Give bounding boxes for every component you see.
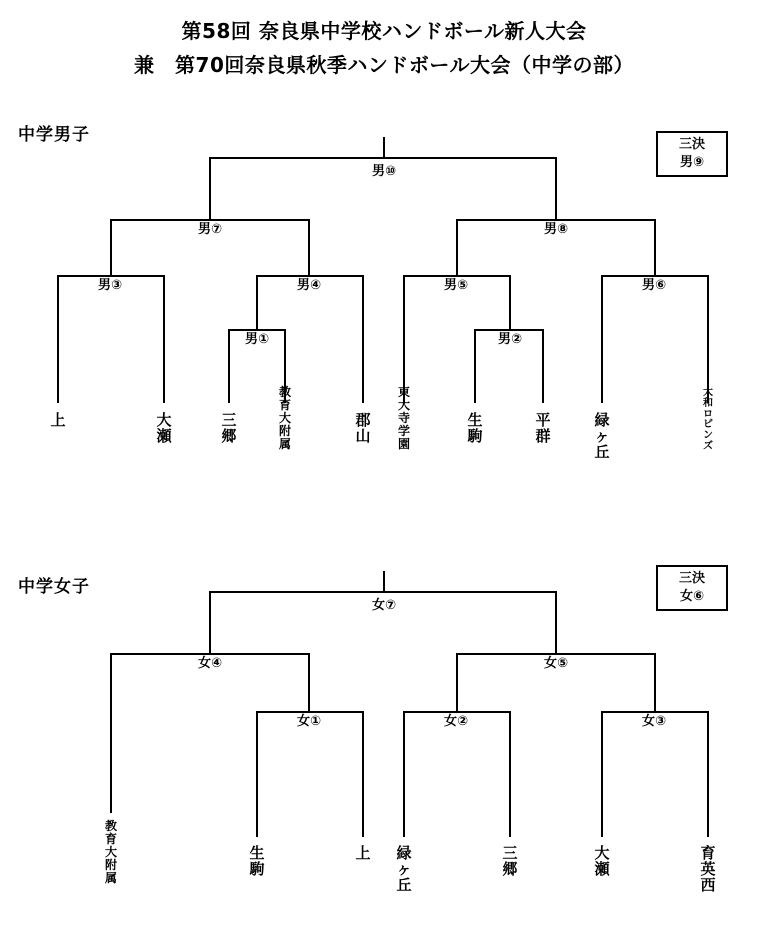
team-char: 上 [50,411,66,429]
quarter-stem-1-boys [110,219,112,275]
match-node-m3: 男③ [97,278,123,293]
title-line-2: 兼 第70回奈良県秋季ハンドボール大会（中学の部） [134,53,634,77]
team-char: 丘 [594,443,610,462]
final-stem-boys [383,137,385,159]
leg-girls-5 [456,653,458,711]
team-char: 緑 [594,411,610,429]
team-label [156,412,171,444]
match-node-m2: 男② [497,332,523,347]
leg-boys-4 [228,329,230,403]
team-char: 瀬 [594,860,610,879]
leg-girls-6 [403,711,405,837]
team-char: 三 [502,844,518,862]
third-place-box-boys [656,131,728,177]
team-char: 上 [355,844,371,862]
team-char: 駒 [467,427,483,446]
team-char: 生 [467,411,483,429]
final-bar-boys [209,157,557,159]
team-label [355,412,370,444]
team-char: 大 [594,844,610,862]
third-place-label-girls: 三決 [678,571,705,586]
team-char: 育 [278,397,292,412]
team-char: 寺 [397,410,411,425]
team-label [50,412,65,428]
team-char: 大 [397,397,411,412]
team-label [279,386,291,451]
team-char: 駒 [249,860,265,879]
leg-girls-10 [707,711,709,837]
team-char: 郡 [355,411,371,429]
leg-girls-9 [601,711,603,837]
team-label [396,845,411,894]
final-stem-girls [383,571,385,593]
match-node-m4: 男④ [296,278,322,293]
team-char: ビ [703,419,713,431]
section-label-boys: 中学男子 [18,125,90,145]
team-char: 平 [535,411,551,429]
quarter-stem-3-boys [456,219,458,275]
team-label [703,388,713,453]
third-place-match-girls: 女⑥ [679,589,704,604]
team-char: 育 [104,831,118,846]
team-label [355,845,370,861]
team-char: 学 [397,423,411,438]
leg-girls-3 [256,711,258,837]
quarter-stem-4-boys [654,219,656,275]
match-node-w4: 女④ [197,656,223,671]
team-char: ロ [703,408,713,420]
title-line-1: 第58回 奈良県中学校ハンドボール新人大会 [181,19,587,43]
match-node-m8: 男⑧ [543,222,569,237]
team-char: 育 [700,844,716,862]
leg-boys-10 [542,329,544,403]
team-char: 西 [700,876,716,895]
leg-boys-6 [362,275,364,403]
match-node-m6: 男⑥ [641,278,667,293]
team-char: 緑 [396,844,412,862]
team-label [594,412,609,461]
team-char: 属 [278,436,292,451]
team-label [105,820,117,885]
team-char: 東 [397,385,411,399]
team-char: 丘 [396,876,412,895]
match-node-w5: 女⑤ [543,656,569,671]
team-label [467,412,482,444]
team-char: ヶ [396,860,412,879]
leg-boys-2 [163,275,165,403]
team-char: 属 [104,870,118,885]
team-char: 教 [278,385,292,399]
third-place-box-girls [656,565,728,611]
team-char: 園 [397,436,411,451]
semi-right-stem-boys [555,157,557,219]
final-bar-girls [209,591,557,593]
team-label [398,386,410,451]
team-char: 郷 [502,860,518,879]
team-char: 教 [104,819,118,833]
leg-girls-1 [110,653,112,813]
page-title [0,14,768,82]
leg-girls-2 [308,653,310,711]
team-char: ズ [703,440,713,452]
team-char: 大 [703,387,713,398]
team-char: 瀬 [156,427,172,446]
leg-girls-8 [654,653,656,711]
match-node-m10: 男⑩ [371,164,397,179]
leg-boys-3 [256,275,258,329]
semi-left-stem-boys [209,157,211,219]
leg-boys-9 [474,329,476,403]
match-node-w7: 女⑦ [371,598,397,613]
team-char: 大 [156,411,172,429]
team-char: 三 [221,411,237,429]
third-place-label-boys: 三決 [678,137,705,152]
team-char: 山 [355,427,371,446]
team-label [700,845,715,894]
semi-right-stem-girls [555,591,557,653]
match-node-w3: 女③ [641,714,667,729]
leg-boys-12 [707,275,709,403]
match-node-w1: 女① [296,714,322,729]
leg-boys-7 [403,275,405,403]
team-char: 群 [535,427,551,446]
team-char: 生 [249,844,265,862]
team-char: 大 [278,410,292,425]
match-node-m5: 男⑤ [443,278,469,293]
team-label [594,845,609,877]
team-label [535,412,550,444]
match-node-w2: 女② [443,714,469,729]
team-char: 和 [703,397,713,409]
leg-girls-4 [362,711,364,837]
third-place-match-boys: 男⑨ [679,155,704,170]
team-label [249,845,264,877]
team-char: ヶ [594,427,610,446]
team-char: 附 [104,857,118,872]
team-char: 附 [278,423,292,438]
quarter-stem-2-boys [308,219,310,275]
match-node-m1: 男① [244,332,270,347]
team-char: 郷 [221,427,237,446]
semi-left-stem-girls [209,591,211,653]
team-label [502,845,517,877]
team-label [221,412,236,444]
team-char: 英 [700,860,716,879]
leg-boys-8 [509,275,511,329]
match-node-m7: 男⑦ [197,222,223,237]
leg-girls-7 [509,711,511,837]
leg-boys-11 [601,275,603,403]
team-char: 大 [104,844,118,859]
leg-boys-1 [57,275,59,403]
section-label-girls: 中学女子 [18,577,90,597]
team-char: ン [703,430,713,442]
